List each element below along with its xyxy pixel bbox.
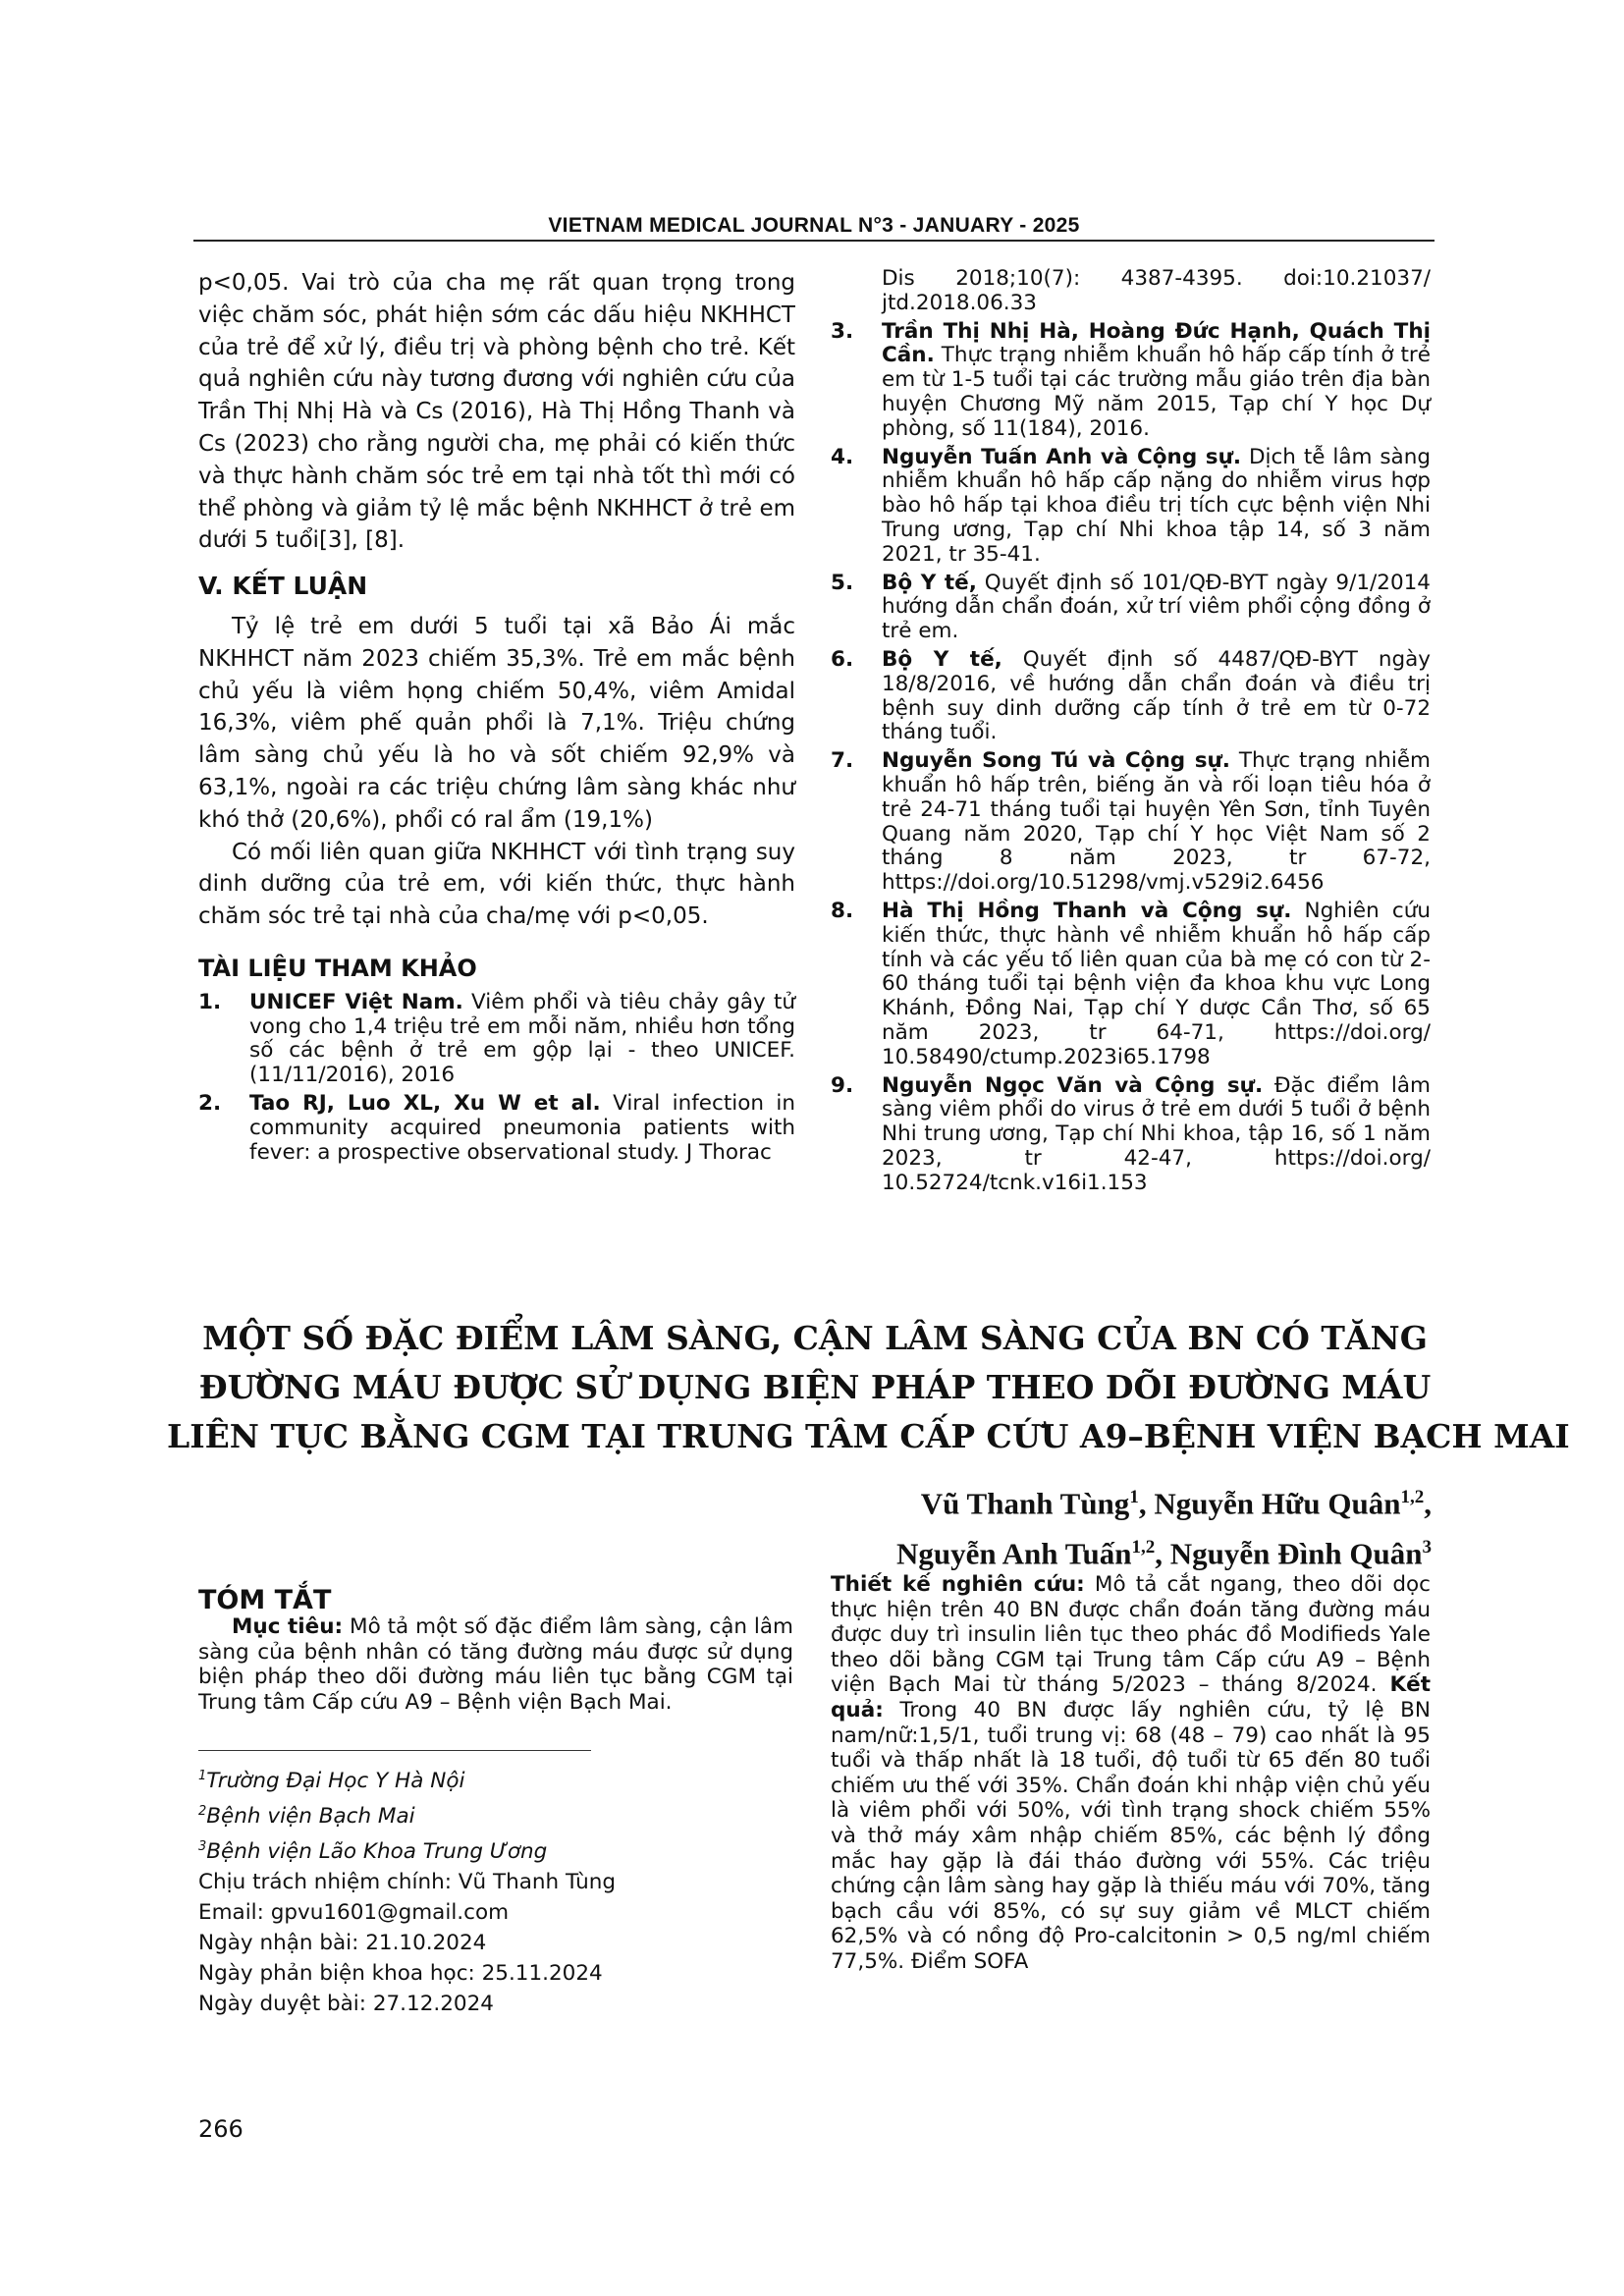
date-received: Ngày nhận bài: 21.10.2024 xyxy=(198,1931,487,1956)
objective-label: Mục tiêu: xyxy=(232,1614,344,1639)
reference-item xyxy=(831,749,1431,896)
reference-text: Quyết định số 4487/QĐ-BYT ngày 18/8/2016, về hướng dẫn chẩn đoán và điều trị bệnh suy dinh dưỡng cấp tính ở trẻ em từ 0-72 tháng tuổi. xyxy=(882,646,1431,745)
reference-item xyxy=(831,648,1431,745)
reference-authors: Hà Thị Hồng Thanh và Cộng sự. xyxy=(882,898,1292,923)
reference-item xyxy=(831,320,1431,442)
footnotes xyxy=(198,1761,616,2019)
abstract-design-results xyxy=(831,1572,1431,1975)
author-separator: , xyxy=(1138,1486,1155,1521)
reference-text: Đặc điểm lâm sàng viêm phổi do virus ở trẻ em dưới 5 tuổi ở bệnh Nhi trung ương, Tạp chí Nhi khoa, tập 16, số 1 năm 2023, tr 42-47, https://doi.org/ 10.52724/tcnk.v16i1.153 xyxy=(882,1072,1431,1195)
reference-text: Quyết định số 101/QĐ-BYT ngày 9/1/2014 hướng dẫn chẩn đoán, xử trí viêm phổi cộng đồng ở trẻ em. xyxy=(882,570,1431,644)
left-column xyxy=(198,267,795,1169)
header-rule xyxy=(193,240,1435,242)
reference-authors: Tao RJ, Luo XL, Xu W et al. xyxy=(249,1090,601,1116)
discussion-paragraph: p<0,05. Vai trò của cha mẹ rất quan trọng trong việc chăm sóc, phát hiện sớm các dấu hiệu NKHHCT của trẻ để xử lý, điều trị và phòng bệnh cho trẻ. Kết quả nghiên cứu này tương đương với nghiên cứu của Trần Thị Nhị Hà và Cs (2016), Hà Thị Hồng Thanh và Cs (2023) cho rằng người cha, mẹ phải có kiến thức và thực hành chăm sóc trẻ em tại nhà tốt thì mới có thể phòng và giảm tỷ lệ mắc bệnh NKHHCT ở trẻ em dưới 5 tuổi[3], [8]. xyxy=(198,270,795,554)
author-affiliation-mark: 1 xyxy=(1129,1487,1139,1507)
reference-authors: Bộ Y tế, xyxy=(882,570,977,595)
reference-authors: Bộ Y tế, xyxy=(882,646,1002,672)
reference-authors: Nguyễn Tuấn Anh và Cộng sự. xyxy=(882,444,1242,469)
reference-text: Thực trạng nhiễm khuẩn hô hấp trên, biếng ăn và rối loạn tiêu hóa ở trẻ 24-71 tháng tuổi tại huyện Yên Sơn, tỉnh Tuyên Quang năm 2020, Tạp chí Y học Việt Nam số 2 tháng 8 năm 2023, tr 67-72, https://doi.org/10.51298/vmj.v529i2.6456 xyxy=(882,748,1431,896)
reference-number: 7. xyxy=(831,748,854,774)
footnote-rule xyxy=(198,1750,591,1751)
affiliation-text: Trường Đại Học Y Hà Nội xyxy=(206,1769,465,1794)
reference-number: 1. xyxy=(198,989,222,1014)
design-text: Mô tả cắt ngang, theo dõi dọc thực hiện trên 40 BN được chẩn đoán tăng đường máu được duy trì insulin liên tục theo phác đồ Modifieds Yale theo dõi bằng CGM tại Trung tâm Cấp cứu A9 – Bệnh viện Bạch Mai từ tháng 5/2023 – tháng 8/2024. xyxy=(831,1572,1431,1698)
reference-item xyxy=(831,572,1431,644)
corresponding-author: Chịu trách nhiệm chính: Vũ Thanh Tùng xyxy=(198,1870,617,1895)
article-authors xyxy=(896,1475,1432,1576)
reference-item xyxy=(198,991,795,1088)
affiliation xyxy=(198,1831,616,1867)
reference-text: Thực trạng nhiễm khuẩn hô hấp cấp tính ở trẻ em từ 1-5 tuổi tại các trường mẫu giáo trên địa bàn huyện Chương Mỹ năm 2015, Tạp chí Y học Dự phòng, số 11(184), 2016. xyxy=(882,343,1431,441)
reference-item xyxy=(198,1092,795,1165)
reference-authors: UNICEF Việt Nam. xyxy=(249,989,463,1014)
affiliation-mark: 1 xyxy=(198,1769,207,1783)
reference-number: 8. xyxy=(831,898,854,923)
affiliation-mark: 3 xyxy=(198,1839,207,1855)
reference-authors: Nguyễn Song Tú và Cộng sự. xyxy=(882,748,1230,774)
email: Email: gpvu1601@gmail.com xyxy=(198,1900,510,1926)
affiliation-text: Bệnh viện Bạch Mai xyxy=(206,1804,415,1830)
affiliation-text: Bệnh viện Lão Khoa Trung Ương xyxy=(206,1839,548,1865)
title-line: LIÊN TỤC BẰNG CGM TẠI TRUNG TÂM CẤP CỨU A9–BỆNH VIỆN BẠCH MAI xyxy=(167,1417,1570,1455)
affiliation xyxy=(198,1761,616,1796)
reference-number: 6. xyxy=(831,646,854,672)
design-label: Thiết kế nghiên cứu: xyxy=(831,1572,1085,1597)
author-separator: , xyxy=(1424,1486,1432,1521)
author-name: Nguyễn Đình Quân xyxy=(1169,1536,1423,1571)
reference-continuation: Dis 2018;10(7): 4387-4395. doi:10.21037/ jtd.2018.06.33 xyxy=(882,266,1431,315)
reference-text: Viêm phổi và tiêu chảy gây tử vong cho 1,4 triệu trẻ em mỗi năm, nhiều hơn tổng số các bệnh ở trẻ em gộp lại - theo UNICEF. (11/11/2016), 2016 xyxy=(249,989,795,1088)
right-column xyxy=(831,267,1431,1199)
reference-item xyxy=(831,446,1431,568)
affiliation xyxy=(198,1796,616,1831)
conclusion-paragraph-1: Tỷ lệ trẻ em dưới 5 tuổi tại xã Bảo Ái mắc NKHHCT năm 2023 chiếm 35,3%. Trẻ em mắc bệnh chủ yếu là viêm họng chiếm 50,4%, viêm Amidal 16,3%, viêm phế quản phổi là 7,1%. Triệu chứng lâm sàng chủ yếu là ho và sốt chiếm 92,9% và 63,1%, ngoài ra các triệu chứng lâm sàng khác như khó thở (20,6%), phổi có ral ẩm (19,1%) xyxy=(198,613,795,833)
references-heading: TÀI LIỆU THAM KHẢO xyxy=(198,954,477,982)
author-affiliation-mark: 1,2 xyxy=(1131,1537,1156,1558)
authors-line-2 xyxy=(896,1525,1432,1575)
author-separator: , xyxy=(1155,1536,1170,1571)
author-name: Nguyễn Hữu Quân xyxy=(1154,1486,1401,1521)
journal-header: VIETNAM MEDICAL JOURNAL N°3 - JANUARY - 2025 xyxy=(548,214,1080,237)
author-affiliation-mark: 1,2 xyxy=(1400,1487,1425,1507)
abstract-heading: TÓM TẮT xyxy=(198,1585,332,1615)
author-name: Vũ Thanh Tùng xyxy=(920,1486,1130,1521)
conclusion-heading: V. KẾT LUẬN xyxy=(198,572,368,601)
objective-text: Mô tả một số đặc điểm lâm sàng, cận lâm sàng của bệnh nhân có tăng đường máu được sử dụng biện pháp theo dõi đường máu liên tục bằng CGM tại Trung tâm Cấp cứu A9 – Bệnh viện Bạch Mai. xyxy=(198,1614,793,1715)
page-number: 266 xyxy=(198,2115,244,2143)
authors-line-1 xyxy=(896,1475,1432,1525)
reference-number: 3. xyxy=(831,318,854,344)
results-text: Trong 40 BN được lấy nghiên cứu, tỷ lệ BN nam/nữ:1,5/1, tuổi trung vị: 68 (48 – 79) cao nhất là 95 tuổi và thấp nhất là 18 tuổi, độ tuổi từ 65 đến 80 tuổi chiếm ưu thế với 35%. Chẩn đoán khi nhập viện chủ yếu là viêm phổi với 50%, với tình trạng shock chiếm 55% và thở máy xâm nhập chiếm 85%, các bệnh lý đồng mắc hay gặp là đái tháo đường với 55%. Các triệu chứng cận lâm sàng hay gặp là thiếu máu với 70%, tăng bạch cầu với 85%, có sự suy giảm về MLCT chiếm 62,5% và có nồng độ Pro-calcitonin > 0,5 ng/ml chiếm 77,5%. Điểm SOFA xyxy=(831,1697,1431,1974)
reference-number: 5. xyxy=(831,570,854,595)
article-title xyxy=(167,1314,1570,1461)
reference-text: Dịch tễ lâm sàng nhiễm khuẩn hô hấp cấp nặng do nhiễm virus hợp bào hô hấp tại khoa điều trị tích cực bệnh viện Nhi Trung ương, Tạp chí Nhi khoa tập 14, số 3 năm 2021, tr 35-41. xyxy=(882,444,1432,567)
reference-number: 4. xyxy=(831,444,854,469)
author-affiliation-mark: 3 xyxy=(1422,1537,1432,1558)
reference-item xyxy=(831,1074,1431,1196)
affiliation-mark: 2 xyxy=(198,1804,207,1820)
reference-number: 9. xyxy=(831,1072,854,1098)
reference-item xyxy=(831,900,1431,1070)
date-reviewed: Ngày phản biện khoa học: 25.11.2024 xyxy=(198,1961,603,1987)
conclusion-paragraph-2: Có mối liên quan giữa NKHHCT với tình trạng suy dinh dưỡng của trẻ em, với kiến thức, thực hành chăm sóc trẻ tại nhà của cha/mẹ với p<0,05. xyxy=(198,839,795,930)
title-line: ĐƯỜNG MÁU ĐƯỢC SỬ DỤNG BIỆN PHÁP THEO DÕI ĐƯỜNG MÁU xyxy=(198,1368,1432,1406)
date-accepted: Ngày duyệt bài: 27.12.2024 xyxy=(198,1992,494,2017)
reference-authors: Trần Thị Nhị Hà, Hoàng Đức Hạnh, Quách Thị Cần. xyxy=(882,318,1431,368)
reference-text: Viral infection in community acquired pneumonia patients with fever: a prospective observational study. J Thorac xyxy=(249,1090,796,1165)
abstract-objective xyxy=(198,1614,793,1715)
reference-authors: Nguyễn Ngọc Văn và Cộng sự. xyxy=(882,1072,1264,1098)
reference-number: 2. xyxy=(198,1090,222,1116)
author-name: Nguyễn Anh Tuấn xyxy=(895,1536,1132,1571)
title-line: MỘT SỐ ĐẶC ĐIỂM LÂM SÀNG, CẬN LÂM SÀNG CỦA BN CÓ TĂNG xyxy=(202,1319,1428,1357)
reference-text: Nghiên cứu kiến thức, thực hành về nhiễm khuẩn hô hấp cấp tính và các yếu tố liên quan của bà mẹ có con từ 2-60 tháng tuổi tại bệnh viện đa khoa khu vực Long Khánh, Đồng Nai, Tạp chí Y dược Cần Thơ, số 65 năm 2023, tr 64-71, https://doi.org/ 10.58490/ctump.2023i65.1798 xyxy=(882,898,1431,1069)
results-label: Kết quả: xyxy=(831,1672,1431,1722)
